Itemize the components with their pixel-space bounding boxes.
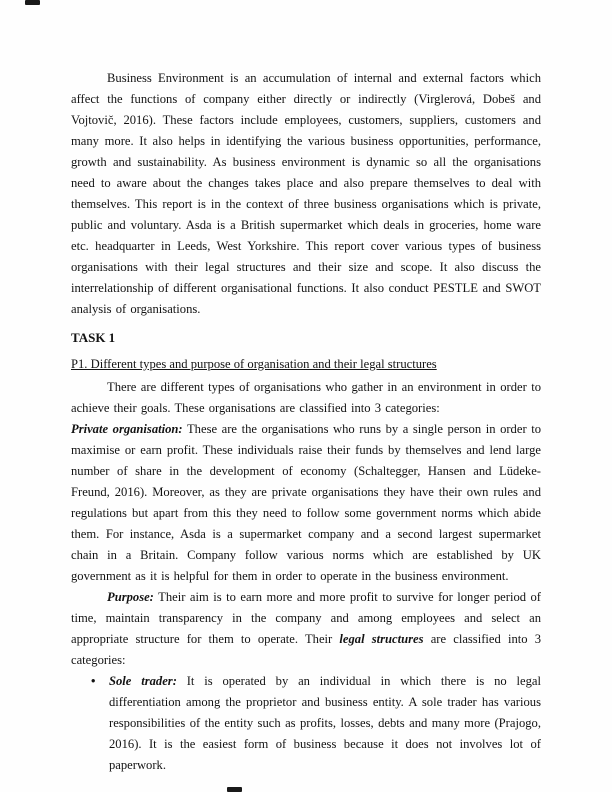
purpose-lead: Purpose: (107, 590, 154, 604)
private-organisation-text: These are the organisations who runs by a single person in order to maximise or earn profit. These individuals raise their funds by themselves and lend large number of share in the development of economy (Schaltegger, Hansen and Lüdeke-Freund, 2016). Moreover, as they are private organisations they have their own rules and regulations but apart from this they need to follow some government norms which abide them. For instance, Asda is a supermarket company and a second largest supermarket chain in a Britain. Company follow various norms which are established by UK government as it is helpful for them in order to operate in the business environment. (71, 422, 542, 583)
types-paragraph (71, 377, 541, 419)
bullet-icon: • (91, 674, 96, 688)
types-paragraph-text: There are different types of organisations who gather in an environment in order to achieve their goals. These organisations are classified into 3 categories: (71, 380, 541, 415)
private-organisation-paragraph (71, 419, 541, 587)
purpose-text-before: Their aim is to earn more and more profit to survive for longer period of time, maintain transparency in the company and among employees and select an appropriate structure for them to operate. Their (71, 590, 541, 646)
purpose-legal-structures-emphasis: legal structures (339, 632, 424, 646)
sole-trader-text: It is operated by an individual in which there is no legal differentiation among the proprietor and business entity. A sole trader has various responsibilities of the entity such as profits, losses, debts and many more (Prajogo, 2016). It is the easiest form of business because it does not involves lot of paperwork. (109, 674, 541, 772)
page-edge-artifact-top (25, 0, 40, 5)
intro-text: Business Environment is an accumulation of internal and external factors which affect the functions of company either directly or indirectly (Virglerová, Dobeš and Vojtovič, 2016). These factors include employees, customers, suppliers, customers and many more. It also helps in identifying the various business opportunities, performance, growth and sustainability. As business environment is dynamic so all the organisations need to aware about the changes takes place and also prepare themselves to deal with themselves. This report is in the context of three business organisations which is private, public and voluntary. Asda is a British supermarket which deals in groceries, home ware etc. headquarter in Leeds, West Yorkshire. This report cover various types of business organisations with their legal structures and their size and scope. It also discuss the interrelationship of different organisational functions. It also conduct PESTLE and SWOT analysis of organisations. (71, 71, 541, 316)
purpose-paragraph (71, 587, 541, 671)
document-content (71, 68, 541, 776)
purpose-text-after: are classified into 3 categories: (71, 632, 541, 667)
p1-heading-text: P1. Different types and purpose of organisation and their legal structures (71, 357, 437, 371)
task1-heading: TASK 1 (71, 330, 116, 345)
p1-heading (71, 354, 541, 375)
legal-structures-list (71, 671, 541, 776)
intro-paragraph (71, 68, 541, 320)
page-edge-artifact-bottom (227, 787, 242, 792)
bullet-sole-trader (91, 671, 541, 776)
private-organisation-lead: Private organisation: (71, 422, 183, 436)
sole-trader-lead: Sole trader: (109, 674, 177, 688)
